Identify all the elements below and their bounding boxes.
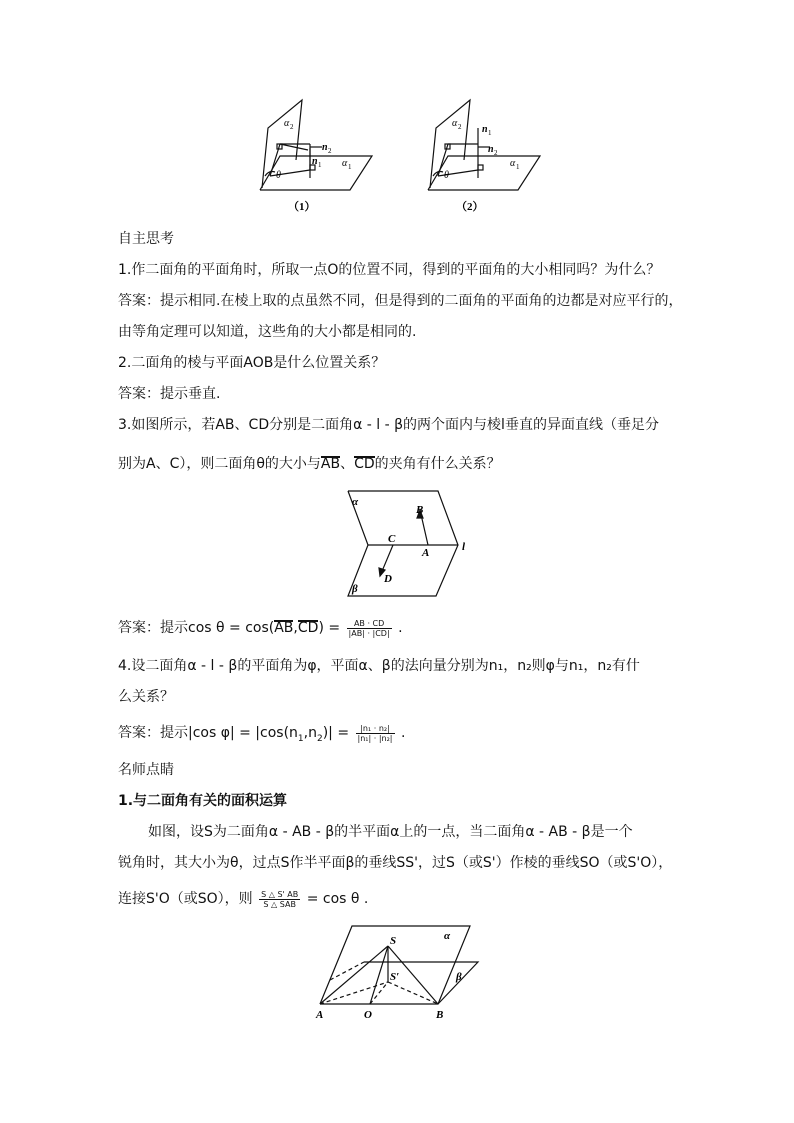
area-ratio-fraction [259,890,300,909]
fig1-caption: （1） [288,201,316,213]
fig3-point-b: B [416,504,424,516]
answer-1-line-1: 答案：提示相同.在棱上取的点虽然不同，但是得到的二面角的平面角的边都是对应平行的， [118,293,683,309]
fig2-alpha2-label: α [452,118,458,129]
fig1-n2-sub: 2 [328,147,332,155]
fig1-n1-sub: 1 [318,161,322,169]
question-3-line-2 [118,454,501,474]
fig2-alpha1-label: α [510,158,516,169]
answer-3-fraction [347,619,392,638]
area-ratio-denominator: S △ SAB [263,899,296,909]
fig2-n2-sub: 2 [494,149,498,157]
answer-1-line-2: 由等角定理可以知道，这些角的大小都是相同的. [118,324,417,340]
answer-3-vector-ab: AB [274,620,294,636]
answer-3-numerator: AB · CD [347,619,392,629]
fig3-edge-l: l [462,541,466,553]
answer-3-close: ) = [318,620,341,636]
answer-4-close: )| = [322,725,350,741]
paragraph-1-line-1: 如图，设S为二面角α - AB - β的半平面α上的一点，当二面角α - AB - β是一个 [148,824,633,840]
fig3-point-d: D [384,573,392,585]
vector-ab: AB [320,456,341,472]
paragraph-1-line-3-prefix: 连接S'O（或SO），则 [118,891,253,907]
fig2-alpha1-sub: 1 [516,163,520,171]
heading-area-computation: 1.与二面角有关的面积运算 [118,793,288,809]
section-title-self-thinking: 自主思考 [118,231,174,247]
fig2-theta-label: θ [444,170,449,181]
dihedral-figure-1 [250,98,380,218]
fig4-alpha-label: α [444,930,451,942]
answer-4-denominator: |n₁| · |n₂| [357,733,393,743]
answer-3-comma: , [293,620,298,636]
vector-cd: CD [354,456,375,472]
answer-4-mid: ,n [303,725,317,741]
question-1: 1.作二面角的平面角时，所取一点O的位置不同，得到的平面角的大小相同吗？为什么？ [118,262,661,278]
answer-4 [118,720,405,752]
answer-4-end: . [400,725,406,741]
answer-4-fraction [356,724,395,743]
answer-3-end: . [398,620,403,636]
fig4-point-b: B [436,1009,444,1021]
question-4-line-1: 4.设二面角α - l - β的平面角为φ，平面α、β的法向量分别为n₁，n₂则φ与n₁，n₂有什 [118,658,640,674]
fig4-point-a: A [316,1009,324,1021]
fig4-beta-label: β [456,971,462,983]
fig4-point-s-prime: S′ [390,971,400,983]
fig2-n1-label: n [482,124,488,135]
fig2-n2-label: n [488,144,494,155]
fig1-alpha1-label: α [342,158,348,169]
answer-4-sub-1: 1 [297,733,304,744]
fig3-point-c: C [388,533,396,545]
question-4-line-2: 么关系？ [118,689,174,705]
fig3-beta-label: β [352,583,358,595]
fig1-alpha1-sub: 1 [348,163,352,171]
area-ratio-numerator: S △ S' AB [261,889,299,899]
answer-2: 答案：提示垂直. [118,386,221,402]
dihedral-area-figure [310,922,490,1022]
fig1-alpha2-sub: 2 [290,123,294,131]
answer-3-vector-cd: CD [297,620,319,636]
answer-3 [118,615,403,641]
paragraph-1-line-3 [118,886,368,912]
answer-4-prefix: 答案：提示|cos φ| = |cos(n [118,725,298,741]
fig2-n1-sub: 1 [488,129,492,137]
fig3-point-a: A [422,547,430,559]
fig2-caption: （2） [456,201,484,213]
fig2-alpha2-sub: 2 [458,123,462,131]
fig4-point-s: S [390,935,397,947]
question-3-separator: 、 [340,456,355,472]
question-3-line-1: 3.如图所示，若AB、CD分别是二面角α - l - β的两个面内与棱l垂直的异面直线（垂足分 [118,417,659,433]
answer-3-prefix: 答案：提示cos θ = cos( [118,620,275,636]
fig1-n2-label: n [322,142,328,153]
dihedral-figure-3 [338,488,478,606]
section-title-teacher-tips: 名师点睛 [118,762,174,778]
fig1-alpha2-label: α [284,118,290,129]
fig1-n1-label: n [312,156,318,167]
fig1-theta-label: θ [276,170,281,181]
question-3-text-a: 别为A、C），则二面角θ的大小与 [118,456,321,472]
question-2: 2.二面角的棱与平面AOB是什么位置关系？ [118,355,386,371]
fig4-point-o: O [364,1009,372,1021]
answer-4-numerator: |n₁ · n₂| [356,724,395,734]
paragraph-1-line-3-suffix: = cos θ . [306,891,369,907]
paragraph-1-line-2: 锐角时，其大小为θ，过点S作半平面β的垂线SS'，过S（或S'）作棱的垂线SO（或S'O）， [118,855,673,871]
dihedral-figure-2 [418,98,548,218]
answer-3-denominator: |AB| · |CD| [348,628,390,638]
answer-4-sub-2: 2 [316,733,323,744]
fig3-alpha-label: α [352,496,359,508]
question-3-text-b: 的夹角有什么关系？ [374,456,501,472]
